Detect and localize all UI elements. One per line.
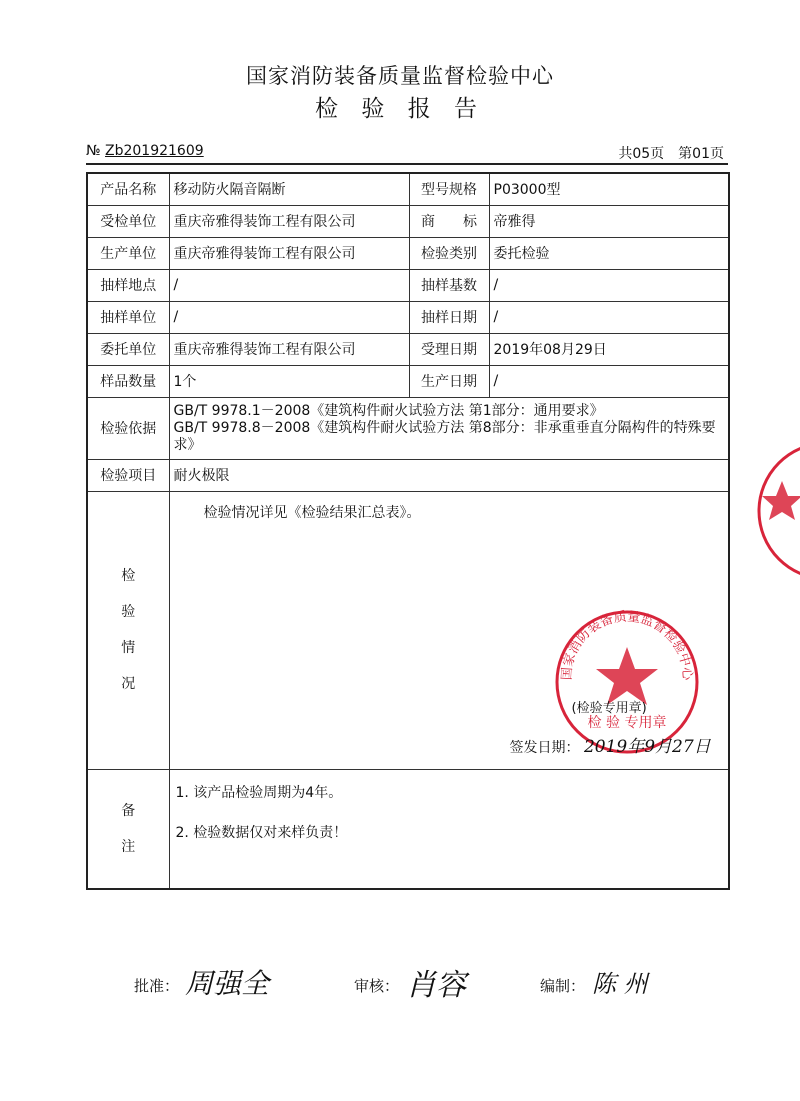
number-sign: № [86,143,101,159]
table-row [87,269,729,301]
top-divider [86,163,728,165]
notes-label-char: 注 [121,838,136,855]
sampling-unit-value: / [169,301,409,333]
page-info: 共05页 第01页 [618,146,724,162]
report-title: 检 验 报 告 [315,96,485,122]
sampling-date-label: 抽样日期 [409,301,489,333]
table-row [87,333,729,365]
seal-center-text: 检 验 专用章 [587,714,666,731]
result-label-char: 情 [121,640,136,656]
client-value: 重庆帝雅得装饰工程有限公司 [169,333,409,365]
items-value: 耐火极限 [169,459,729,491]
table-row [87,491,729,769]
note-item: 2. 检验数据仅对来样负责！ [175,824,348,841]
product-name-label: 产品名称 [87,173,169,205]
result-label-char: 况 [121,676,136,692]
inspection-type-value: 委托检验 [489,237,729,269]
trademark-value: 帝雅得 [489,205,729,237]
result-text: 检验情况详见《检验结果汇总表》。 [203,504,421,521]
result-label [87,491,169,769]
inspected-unit-label: 受检单位 [87,205,169,237]
table-row [87,173,729,205]
items-label: 检验项目 [87,459,169,491]
inspected-unit-value: 重庆帝雅得装饰工程有限公司 [169,205,409,237]
notes-label-char: 备 [121,802,136,819]
note-item: 1. 该产品检验周期为4年。 [175,784,343,801]
trademark-label: 商 标 [409,205,489,237]
table-row [87,459,729,491]
review-signature: 肖容 [406,968,466,1003]
table-row [87,301,729,333]
inspection-type-label: 检验类别 [409,237,489,269]
basis-line-2: GB/T 9978.8－2008《建筑构件耐火试验方法 第8部分：非承重垂直分隔构件的特殊要求》 [173,419,716,453]
sampling-unit-label: 抽样单位 [87,301,169,333]
compile-signature: 陈 州 [592,970,648,998]
acceptance-date-value: 2019年08月29日 [489,333,729,365]
basis-line-1: GB/T 9978.1－2008《建筑构件耐火试验方法 第1部分：通用要求》 [173,402,604,419]
product-name-value: 移动防火隔音隔断 [169,173,409,205]
approve-signature: 周强全 [185,967,270,1000]
sampling-base-label: 抽样基数 [409,269,489,301]
sampling-base-value: / [489,269,729,301]
production-date-label: 生产日期 [409,365,489,397]
sampling-place-value: / [169,269,409,301]
table-row [87,237,729,269]
table-row [87,205,729,237]
issue-date-label: 签发日期： [509,739,580,756]
sample-qty-value: 1个 [169,365,409,397]
basis-value [169,397,729,459]
notes-label [87,769,169,889]
report-number [86,143,204,159]
sampling-date-value: / [489,301,729,333]
issue-date [510,732,711,757]
client-label: 委托单位 [87,333,169,365]
approve-label: 批准： [134,977,180,995]
table-row [87,769,729,889]
report-number-value: Zb201921609 [105,143,204,159]
seal-ring-text: 国家消防装备质量监督检验中心 [559,609,694,681]
basis-label: 检验依据 [87,397,169,459]
model-label: 型号规格 [409,173,489,205]
sampling-place-label: 抽样地点 [87,269,169,301]
sample-qty-label: 样品数量 [87,365,169,397]
production-date-value: / [489,365,729,397]
producer-label: 生产单位 [87,237,169,269]
edge-seal-fragment [752,436,800,586]
result-cell [169,491,729,769]
producer-value: 重庆帝雅得装饰工程有限公司 [169,237,409,269]
review-label: 审核： [354,977,400,995]
result-label-char: 检 [121,568,136,584]
issue-date-handwritten: 2019年9月27日 [583,736,711,757]
org-title: 国家消防装备质量监督检验中心 [246,64,554,88]
table-row [87,365,729,397]
notes-cell [169,769,729,889]
model-value: P03000型 [489,173,729,205]
acceptance-date-label: 受理日期 [409,333,489,365]
report-table [86,172,730,890]
compile-label: 编制： [540,977,586,995]
result-label-char: 验 [121,604,136,620]
stamp-caption: (检验专用章) [571,700,647,716]
table-row [87,397,729,459]
